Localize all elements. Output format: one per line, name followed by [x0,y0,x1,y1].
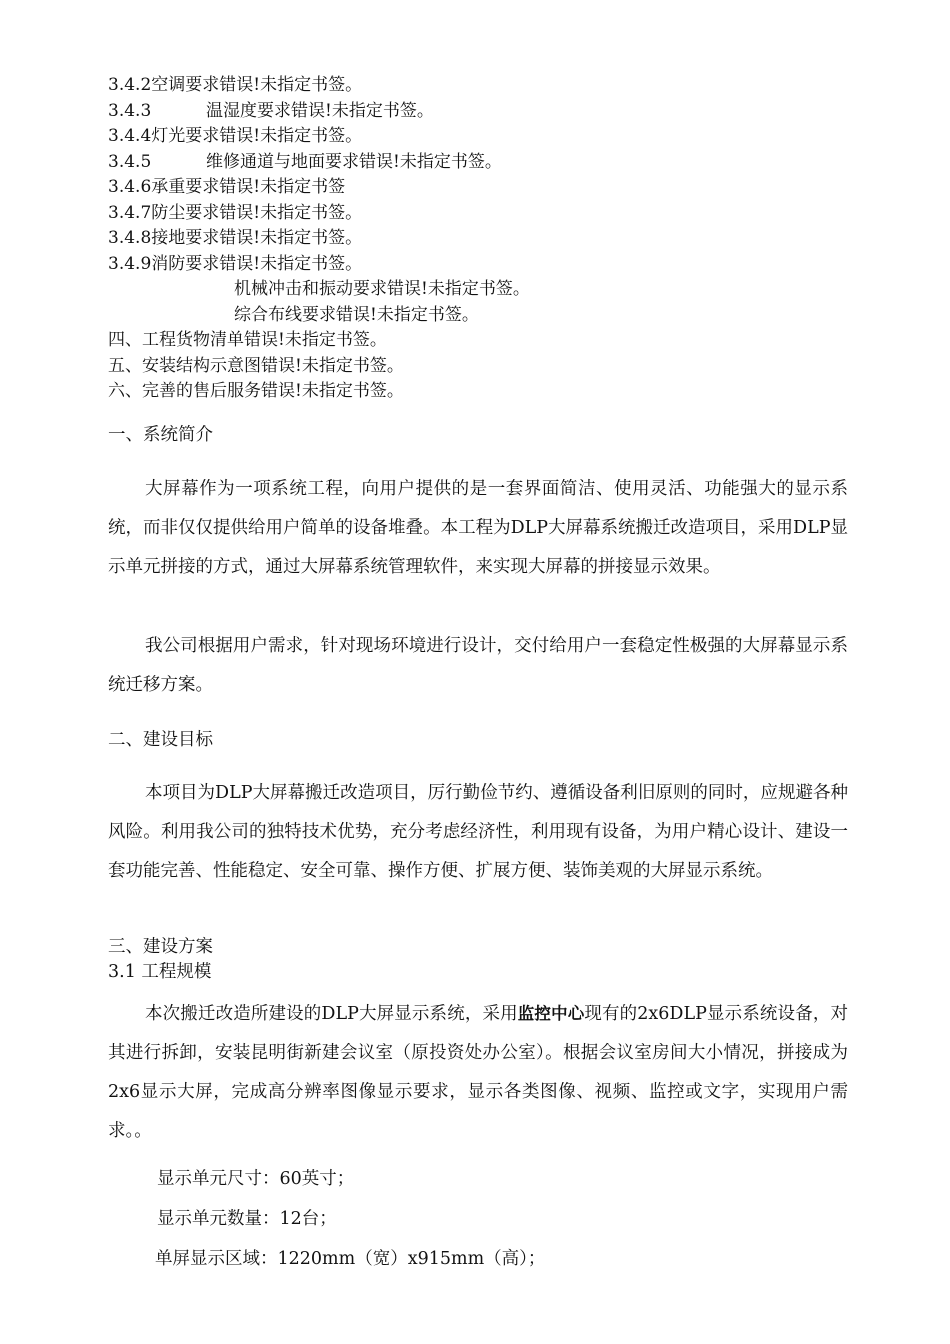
toc-item-number: 3.4.8 [108,228,152,248]
toc-item-label: 灯光要求错误!未指定书签。 [151,126,363,146]
toc-item[interactable] [108,379,868,405]
toc-item-label: 接地要求错误!未指定书签。 [151,228,363,248]
toc-item-number: 3.4.4 [108,126,152,146]
toc-item-number: 3.4.2 [108,75,152,95]
toc-item-label: 消防要求错误!未指定书签。 [151,253,363,274]
toc-item-label: 承重要求错误!未指定书签 [151,177,346,197]
toc-item-number: 3.4.6 [108,177,152,197]
toc-item-label: 空调要求错误!未指定书签。 [151,75,363,95]
toc-item-label: 五、安装结构示意图错误!未指定书签。 [108,355,404,376]
scale-text-highlight: 监控中心 [517,1004,585,1023]
toc-item[interactable] [108,99,868,125]
toc-item[interactable] [108,175,868,201]
scale-paragraph [108,994,848,1151]
toc-item-label: 维修通道与地面要求错误!未指定书签。 [206,151,502,172]
section-heading-plan: 三、建设方案 [108,937,213,957]
toc-item-number: 3.4.5 [108,151,152,172]
toc-item[interactable] [108,226,868,252]
goals-paragraph: 本项目为DLP大屏幕搬迁改造项目，厉行勤俭节约、遵循设备利旧原则的同时，应规避各种风险。利用我公司的独特技术优势，充分考虑经济性，利用现有设备，为用户精心设计、建设一套功能完善、性能稳定、安全可靠、操作方便、扩展方便、装饰美观的大屏显示系统。 [108,783,848,881]
overview-paragraph-1: 大屏幕作为一项系统工程，向用户提供的是一套界面简洁、使用灵活、功能强大的显示系统，而非仅仅提供给用户简单的设备堆叠。本工程为DLP大屏幕系统搬迁改造项目，采用DLP显示单元拼接的方式，通过大屏幕系统管理软件，来实现大屏幕的拼接显示效果。 [108,479,848,577]
section-heading-overview: 一、系统简介 [108,425,213,445]
toc-item-number: 3.4.9 [108,253,152,274]
overview-paragraph-2: 我公司根据用户需求，针对现场环境进行设计，交付给用户一套稳定性极强的大屏幕显示系统迁移方案。 [108,636,848,695]
toc-item-label: 四、工程货物清单错误!未指定书签。 [108,330,387,350]
toc-item-label: 六、完善的售后服务错误!未指定书签。 [108,381,404,401]
spec-display-area: 单屏显示区域：1220mm（宽）x915mm（高）； [155,1249,546,1269]
toc-item-label: 机械冲击和振动要求错误!未指定书签。 [234,279,530,299]
toc-item[interactable] [108,124,868,150]
toc-item[interactable] [108,73,868,99]
scale-text-start: 本次搬迁改造所建设的DLP大屏显示系统，采用 [145,1004,518,1024]
subsection-heading-scale: 3.1 工程规模 [108,962,212,982]
spec-unit-size: 显示单元尺寸：60英寸； [157,1169,355,1189]
spec-unit-count: 显示单元数量：12台； [157,1209,337,1229]
toc-item[interactable] [108,277,868,303]
section-heading-goals: 二、建设目标 [108,730,213,750]
toc-item-label: 综合布线要求错误!未指定书签。 [234,304,479,325]
toc-item[interactable] [108,201,868,227]
toc-item[interactable] [108,328,868,354]
scale-text-end: 现有的2x6DLP显示系统设备，对其进行拆卸，安装昆明街新建会议室（原投资处办公室）。根据会议室房间大小情况，拼接成为2x6显示大屏，完成高分辨率图像显示要求，显示各类图像、视频、监控或文字，实现用户需求。。 [108,1004,848,1141]
toc-item-number: 3.4.3 [108,100,152,121]
toc-item[interactable] [108,150,868,176]
toc-item[interactable] [108,354,868,380]
toc-item-label: 温湿度要求错误!未指定书签。 [206,100,434,121]
toc-item-number: 3.4.7 [108,202,152,223]
toc-item-label: 防尘要求错误!未指定书签。 [151,202,363,223]
toc-item[interactable] [108,303,868,329]
table-of-contents [108,73,868,405]
toc-item[interactable] [108,252,868,278]
